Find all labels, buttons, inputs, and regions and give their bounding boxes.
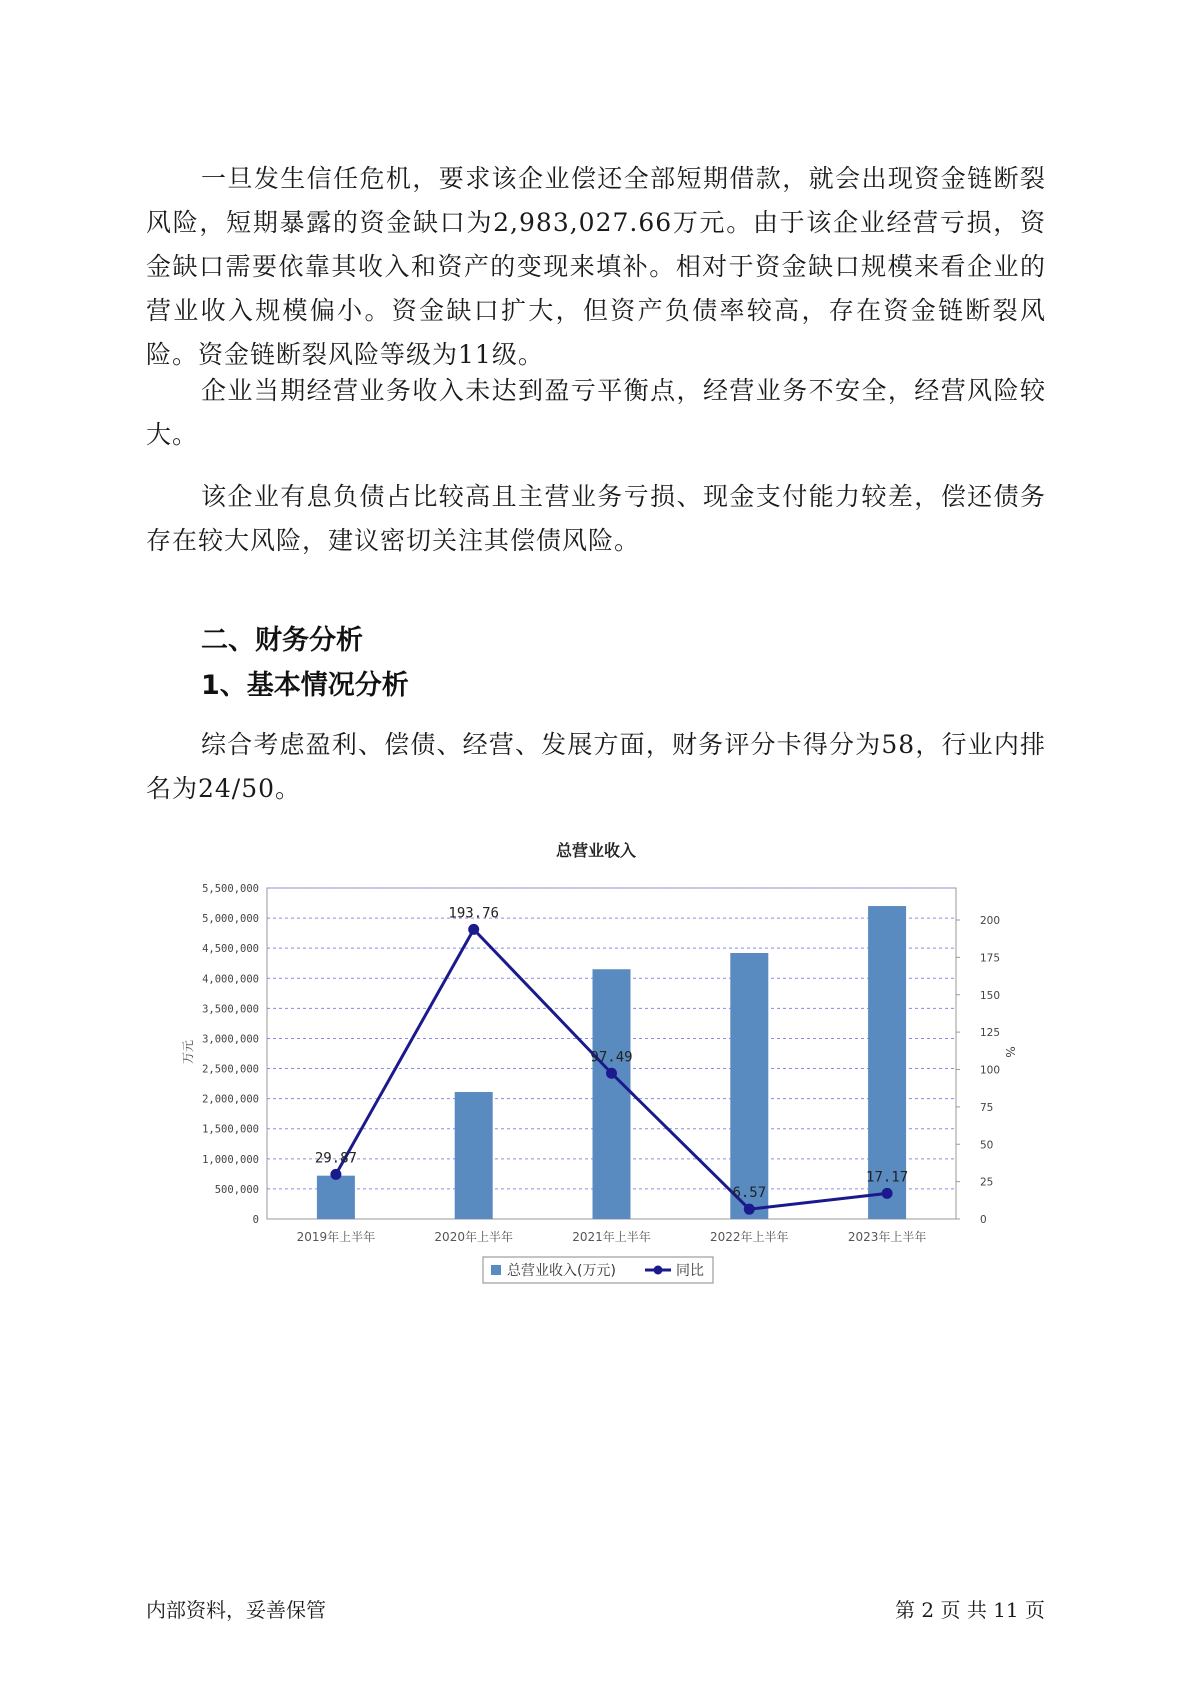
bar-1	[317, 1176, 355, 1219]
left-axis-tick-label: 4,000,000	[202, 973, 259, 986]
yoy-data-label: 6.57	[732, 1185, 767, 1202]
right-axis-tick-label: 75	[980, 1101, 994, 1114]
bar-3	[593, 969, 631, 1219]
right-axis-tick-label: 200	[980, 915, 1001, 927]
left-axis-tick-label: 5,000,000	[202, 913, 259, 926]
right-axis-tick-label: 125	[980, 1027, 1001, 1040]
right-axis-tick-label: 100	[980, 1064, 1001, 1077]
right-axis-tick-label: 50	[980, 1139, 994, 1152]
yoy-data-label: 193.76	[448, 905, 499, 922]
left-axis-tick-label: 500,000	[214, 1183, 259, 1196]
x-axis-category-label: 2023年上半年	[847, 1230, 927, 1244]
left-axis-tick-label: 4,500,000	[202, 943, 259, 956]
right-axis-tick-label: 150	[980, 989, 1001, 1002]
x-axis-category-label: 2022年上半年	[710, 1230, 789, 1244]
right-axis-tick-label: 0	[980, 1214, 987, 1226]
left-axis-tick-label: 3,500,000	[202, 1003, 259, 1016]
left-axis-tick-label: 0	[252, 1214, 259, 1226]
yoy-point-2	[468, 924, 479, 935]
left-axis-tick-label: 2,000,000	[202, 1093, 259, 1106]
yoy-point-5	[882, 1188, 893, 1199]
yoy-data-label: 17.17	[866, 1169, 909, 1186]
paragraph-operating-risk: 企业当期经营业务收入未达到盈亏平衡点，经营业务不安全，经营风险较大。	[146, 376, 1046, 449]
yoy-point-4	[744, 1204, 755, 1215]
chart-title: 总营业收入	[555, 841, 636, 860]
x-axis-category-label: 2019年上半年	[296, 1230, 376, 1244]
left-axis-tick-label: 1,000,000	[202, 1153, 259, 1166]
bar-4	[730, 953, 768, 1219]
right-axis-title: %	[1003, 1046, 1017, 1058]
left-axis-title: 万元	[181, 1039, 195, 1065]
bar-2	[455, 1092, 493, 1219]
yoy-data-label: 97.49	[590, 1049, 633, 1066]
footer-page-number: 第 2 页 共 11 页	[895, 1598, 1045, 1622]
x-axis-category-label: 2021年上半年	[572, 1230, 651, 1244]
section-heading: 二、财务分析	[201, 625, 363, 656]
legend-line-marker	[654, 1266, 663, 1275]
yoy-point-3	[606, 1068, 617, 1079]
footer-confidential-note: 内部资料，妥善保管	[146, 1598, 326, 1622]
right-axis-tick-label: 175	[980, 952, 1001, 965]
right-axis-tick-label: 25	[980, 1176, 994, 1189]
legend-bar-swatch	[491, 1265, 501, 1275]
left-axis-tick-label: 3,000,000	[202, 1033, 259, 1046]
yoy-data-label: 29.87	[314, 1150, 357, 1167]
x-axis-category-label: 2020年上半年	[434, 1230, 513, 1244]
yoy-point-1	[330, 1169, 341, 1180]
left-axis-tick-label: 2,500,000	[202, 1063, 259, 1076]
legend-label-revenue: 总营业收入(万元)	[507, 1263, 616, 1279]
legend-label-yoy: 同比	[676, 1263, 704, 1279]
paragraph-liquidity-risk: 一旦发生信任危机，要求该企业偿还全部短期借款，就会出现资金链断裂风险，短期暴露的资金缺口为2,983,027.66万元。由于该企业经营亏损，资金缺口需要依靠其收入和资产的变现来填补。相对于资金缺口规模来看企业的营业收入规模偏小。资金缺口扩大，但资产负债率较高，存在资金链断裂风险。资金链断裂风险等级为11级。	[146, 164, 1046, 369]
subsection-heading: 1、基本情况分析	[201, 670, 409, 701]
paragraph-debt-risk: 该企业有息负债占比较高且主营业务亏损、现金支付能力较差，偿还债务存在较大风险，建议密切关注其偿债风险。	[146, 482, 1046, 555]
left-axis-tick-label: 1,500,000	[202, 1123, 259, 1136]
paragraph-score-summary: 综合考虑盈利、偿债、经营、发展方面，财务评分卡得分为58，行业内排名为24/50。	[146, 730, 1046, 803]
left-axis-tick-label: 5,500,000	[202, 883, 259, 895]
